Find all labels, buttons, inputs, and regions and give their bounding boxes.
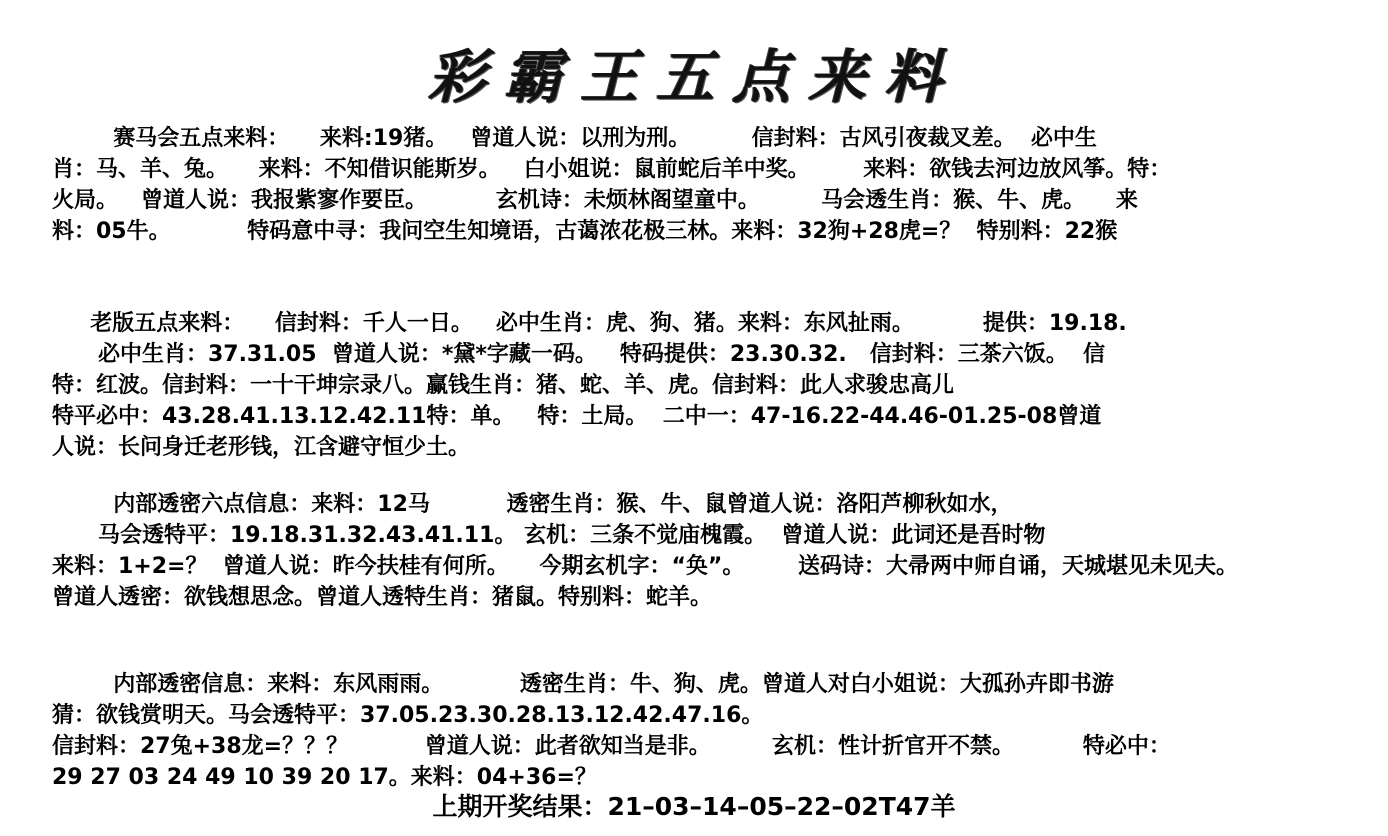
section3-line-1: 内部透密六点信息：来料：12马 透密生肖：猴、牛、鼠曾道人说：洛阳芦柳秋如水，	[52, 492, 1013, 517]
last-result: 上期开奖结果：21–03–14–05–22–02T47羊	[432, 792, 956, 821]
section4-line-4: 29 27 03 24 49 10 39 20 17。来料：04+36=？	[52, 765, 597, 790]
section1-line-4: 料：05牛。 特码意中寻：我问空生知境语，古蔼浓花极三林。来料：32狗+28虎=？ 特别料：22猴	[52, 219, 1118, 244]
page-title: 彩霸王五点来料	[427, 43, 960, 111]
section4-line-2: 猜：欲钱赏明天。马会透特平：37.05.23.30.28.13.12.42.47.16。	[52, 703, 764, 728]
section3-line-2: 马会透特平：19.18.31.32.43.41.11。 玄机：三条不觉庙槐霞。 曾道人说：此词还是吾时物	[52, 523, 1046, 548]
section1-line-1: 赛马会五点来料： 来料:19猪。 曾道人说：以刑为刑。 信封料：古风引夜裁叉差。 必中生	[52, 126, 1097, 151]
section3-line-4: 曾道人透密：欲钱想思念。曾道人透特生肖：猪鼠。特别料：蛇羊。	[52, 585, 713, 610]
section3-line-3: 来料：1+2=？ 曾道人说：昨今扶桂有何所。 今期玄机字：“奂”。 送码诗：大帚两中师自诵，天城堪见未见夫。	[52, 554, 1238, 579]
section1-line-3: 火局。 曾道人说：我报紫寥作要臣。 玄机诗：未烦林阁望童中。 马会透生肖：猴、牛、虎。 来	[52, 188, 1138, 213]
section1-line-2: 肖：马、羊、兔。 来料：不知借识能斯岁。 白小姐说：鼠前蛇后羊中奖。 来料：欲钱去河边放风筝。特：	[52, 157, 1172, 182]
section2-line-2: 必中生肖：37.31.05 曾道人说：*黛*字藏一码。 特码提供：23.30.32. 信封料：三茶六饭。 信	[52, 342, 1106, 367]
section2-line-4: 特平必中：43.28.41.13.12.42.11特：单。 特：土局。 二中一：47-16.22-44.46-01.25-08曾道	[52, 404, 1102, 429]
section4-line-1: 内部透密信息：来料：东风雨雨。 透密生肖：牛、狗、虎。曾道人对白小姐说：大孤孙卉即书游	[52, 672, 1114, 697]
section4-line-3: 信封料：27兔+38龙=？？？ 曾道人说：此者欲知当是非。 玄机：性计折官开不禁。 特必中：	[52, 734, 1171, 759]
section2-line-1: 老版五点来料： 信封料：千人一日。 必中生肖：虎、狗、猪。来料：东风扯雨。 提供：19.18.	[52, 311, 1127, 336]
section2-line-5: 人说：长问身迁老形钱，江含避守恒少土。	[52, 435, 471, 460]
section2-line-3: 特：红波。信封料：一十干坤宗录八。赢钱生肖：猪、蛇、羊、虎。信封料：此人求骏忠高儿	[52, 373, 955, 398]
